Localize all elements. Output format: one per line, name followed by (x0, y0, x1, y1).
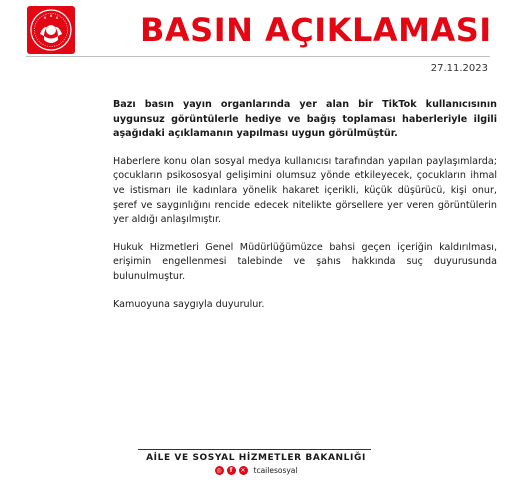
intro-paragraph: Bazı basın yayın organlarında yer alan bir TikTok kullanıcısının uygunsuz görüntülerle hediye ve bağış toplaması haberleriyle ilgili aşağıdaki açıklamanın yapılması uygun görülmüştür. (113, 99, 497, 140)
body-paragraph: Haberlere konu olan sosyal medya kullanıcısı tarafından yapılan paylaşımlarda; çocukların psikososyal gelişimini olumsuz yönde etkileyecek, çocukların ihmal ve istismarı ile kadınlara yönelik hakaret içerikli, küçük düşürücü, kişi onur, şeref ve saygınlığını rencide edecek nitelikte görsellere yer veren görüntülerin yer aldığı anlaşılmıştır. (113, 155, 497, 226)
statement-body (113, 98, 497, 325)
date-label: 27.11.2023 (430, 63, 488, 74)
page-title: BASIN AÇIKLAMASI (140, 11, 492, 49)
facebook-icon[interactable]: f (227, 466, 236, 475)
social-links (0, 466, 512, 475)
social-handle[interactable]: tcailesosyal (253, 466, 298, 475)
closing-paragraph: Kamuoyuna saygıyla duyurulur. (113, 298, 265, 310)
instagram-icon[interactable]: ◎ (216, 467, 222, 474)
footer-divider (138, 449, 371, 450)
header (0, 0, 512, 58)
body-paragraph: Hukuk Hizmetleri Genel Müdürlüğümüzce bahsi geçen içeriğin kaldırılması, erişimin engellenmesi talebinde ve şahıs hakkında suç duyurusunda bulunulmuştur. (113, 241, 497, 282)
ministry-emblem-icon (27, 6, 75, 54)
ministry-name: AİLE VE SOSYAL HİZMETLER BAKANLIĞI (146, 453, 366, 463)
header-divider (26, 56, 490, 57)
x-icon[interactable]: ✕ (240, 467, 246, 474)
